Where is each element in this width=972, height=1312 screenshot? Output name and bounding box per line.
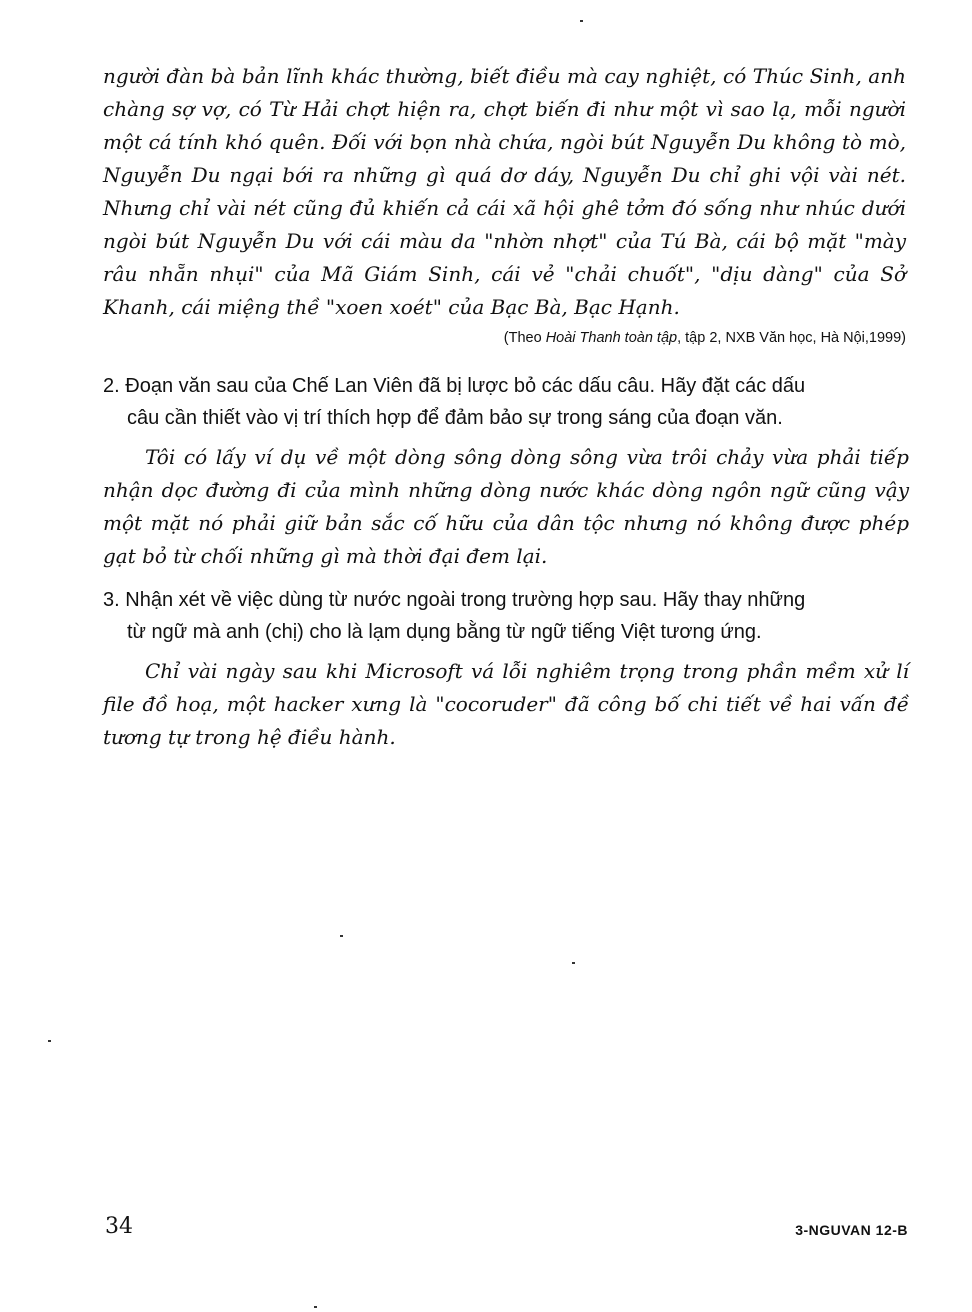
exercise-2-passage: Tôi có lấy ví dụ về một dòng sông dòng sông vừa trôi chảy vừa phải tiếp nhận dọc đường đi của mình những dòng nước khác dòng ngôn ngữ cũng vậy một mặt nó phải giữ bản sắc cố hữu của dân tộc nhưng nó không được phép gạt bỏ từ chối những gì mà thời đại đem lại. [103, 445, 909, 568]
page-number: 34 [105, 1214, 133, 1239]
scan-speck [340, 935, 343, 937]
exercise-3-passage: Chỉ vài ngày sau khi Microsoft vá lỗi nghiêm trọng trong phần mềm xử lí file đồ hoạ, một hacker xưng là "cocoruder" đã công bố chi tiết về hai vấn đề tương tự trong hệ điều hành. [103, 659, 909, 749]
exercise-2-line-2: câu cần thiết vào vị trí thích hợp để đảm bảo sự trong sáng của đoạn văn. [127, 407, 783, 429]
citation-prefix: (Theo [503, 330, 546, 346]
exercise-2-prompt [103, 370, 909, 434]
exercise-2-number: 2. [103, 375, 120, 397]
source-citation [504, 330, 906, 346]
exercise-3-line-2: từ ngữ mà anh (chị) cho là lạm dụng bằng từ ngữ tiếng Việt tương ứng. [127, 621, 762, 643]
scan-speck [48, 1040, 51, 1042]
scan-speck [580, 20, 583, 22]
exercise-2-line-1: Đoạn văn sau của Chế Lan Viên đã bị lược bỏ các dấu câu. Hãy đặt các dấu [125, 375, 806, 397]
exercise-3-line-1: Nhận xét về việc dùng từ nước ngoài trong trường hợp sau. Hãy thay những [125, 589, 806, 611]
exercise-3-number: 3. [103, 589, 120, 611]
quoted-passage-continuation: người đàn bà bản lĩnh khác thường, biết điều mà cay nghiệt, có Thúc Sinh, anh chàng sợ vợ, có Từ Hải chợt hiện ra, chợt biến đi như một vì sao lạ, mỗi người một cá tính khó quên. Đối với bọn nhà chứa, ngòi bút Nguyễn Du không tò mò, Nguyễn Du ngại bới ra những gì quá dơ dáy, Nguyễn Du chỉ ghi vội vài nét. Nhưng chỉ vài nét cũng đủ khiến cả cái xã hội ghê tởm đó sống như nhúc dưới ngòi bút Nguyễn Du với cái màu da "nhờn nhợt" của Tú Bà, cái bộ mặt "mày râu nhẵn nhụi" của Mã Giám Sinh, cái vẻ "chải chuốt", "dịu dàng" của Sở Khanh, cái miệng thề "xoen xoét" của Bạc Bà, Bạc Hạnh. [103, 64, 906, 319]
citation-title: Hoài Thanh toàn tập [545, 330, 678, 346]
printer-signature: 3-NGUVAN 12-B [795, 1222, 908, 1238]
citation-suffix: , tập 2, NXB Văn học, Hà Nội,1999) [677, 330, 906, 346]
scan-speck [314, 1306, 317, 1308]
scan-speck [572, 962, 575, 964]
exercise-3-prompt [103, 584, 909, 648]
